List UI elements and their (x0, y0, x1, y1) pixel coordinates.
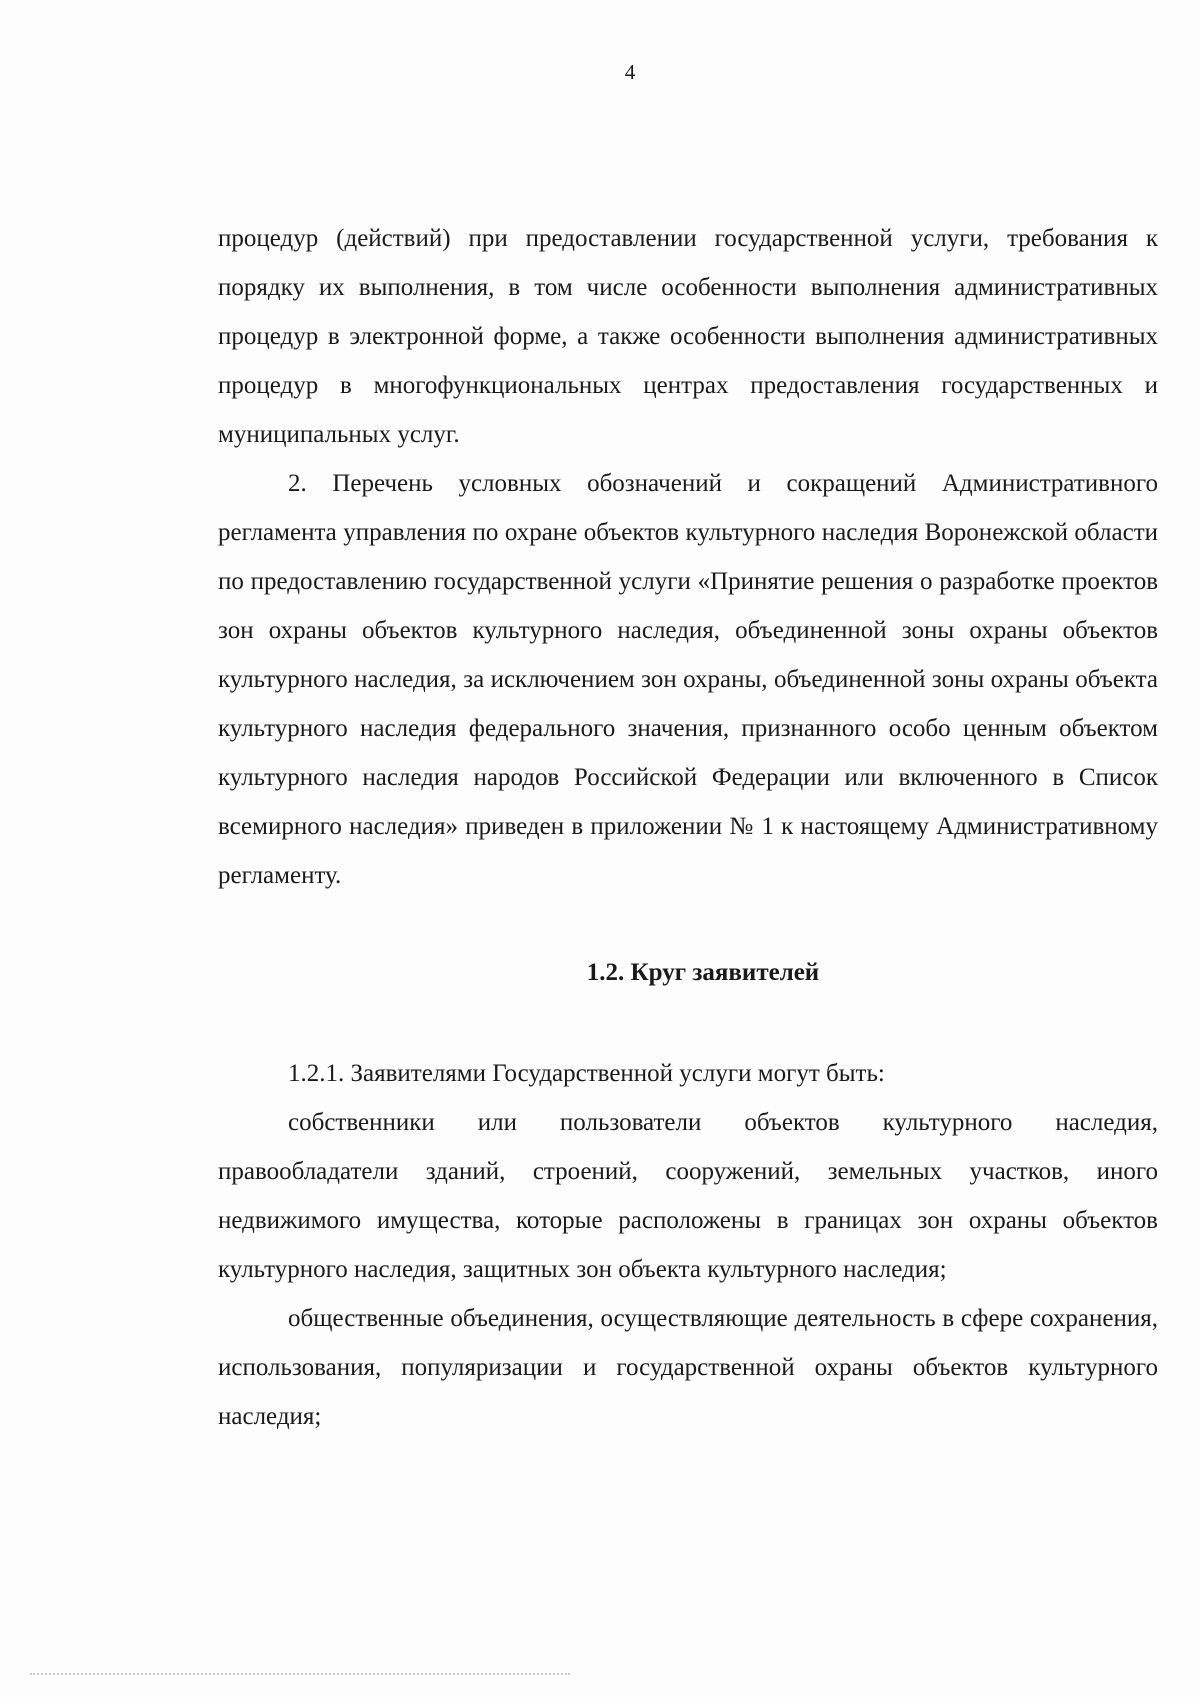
document-body (218, 214, 1158, 1441)
page-number: 4 (624, 60, 636, 84)
paragraph-public-associations: общественные объединения, осуществляющие деятельность в сфере сохранения, использования, популяризации и государственной охраны объектов культурного наследия; (218, 1305, 1158, 1430)
section-heading: 1.2. Круг заявителей (586, 959, 820, 986)
paragraph-owners-users: собственники или пользователи объектов культурного наследия, правообладатели зданий, строений, сооружений, земельных участков, иного недвижимого имущества, которые расположены в границах зон охраны объектов культурного наследия, защитных зон объекта культурного наследия; (218, 1109, 1158, 1283)
scan-artifact-divider (30, 1673, 570, 1677)
paragraph-procedures: процедур (действий) при предоставлении государственной услуги, требования к порядку их выполнения, в том числе особенности выполнения административных процедур в электронной форме, а также особенности выполнения административных процедур в многофункциональных центрах предоставления государственных и муниципальных услуг. (218, 225, 1158, 448)
paragraph-applicants-intro: 1.2.1. Заявителями Государственной услуги могут быть: (288, 1060, 885, 1087)
paragraph-abbreviations-list: 2. Перечень условных обозначений и сокращений Административного регламента управления по охране объектов культурного наследия Воронежской области по предоставлению государственной услуги «Принятие решения о разработке проектов зон охраны объектов культурного наследия, объединенной зоны охраны объектов культурного наследия, за исключением зон охраны, объединенной зоны охраны объекта культурного наследия федерального значения, признанного особо ценным объектом культурного наследия народов Российской Федерации или включенного в Список всемирного наследия» приведен в приложении № 1 к настоящему Административному регламенту. (218, 470, 1158, 889)
